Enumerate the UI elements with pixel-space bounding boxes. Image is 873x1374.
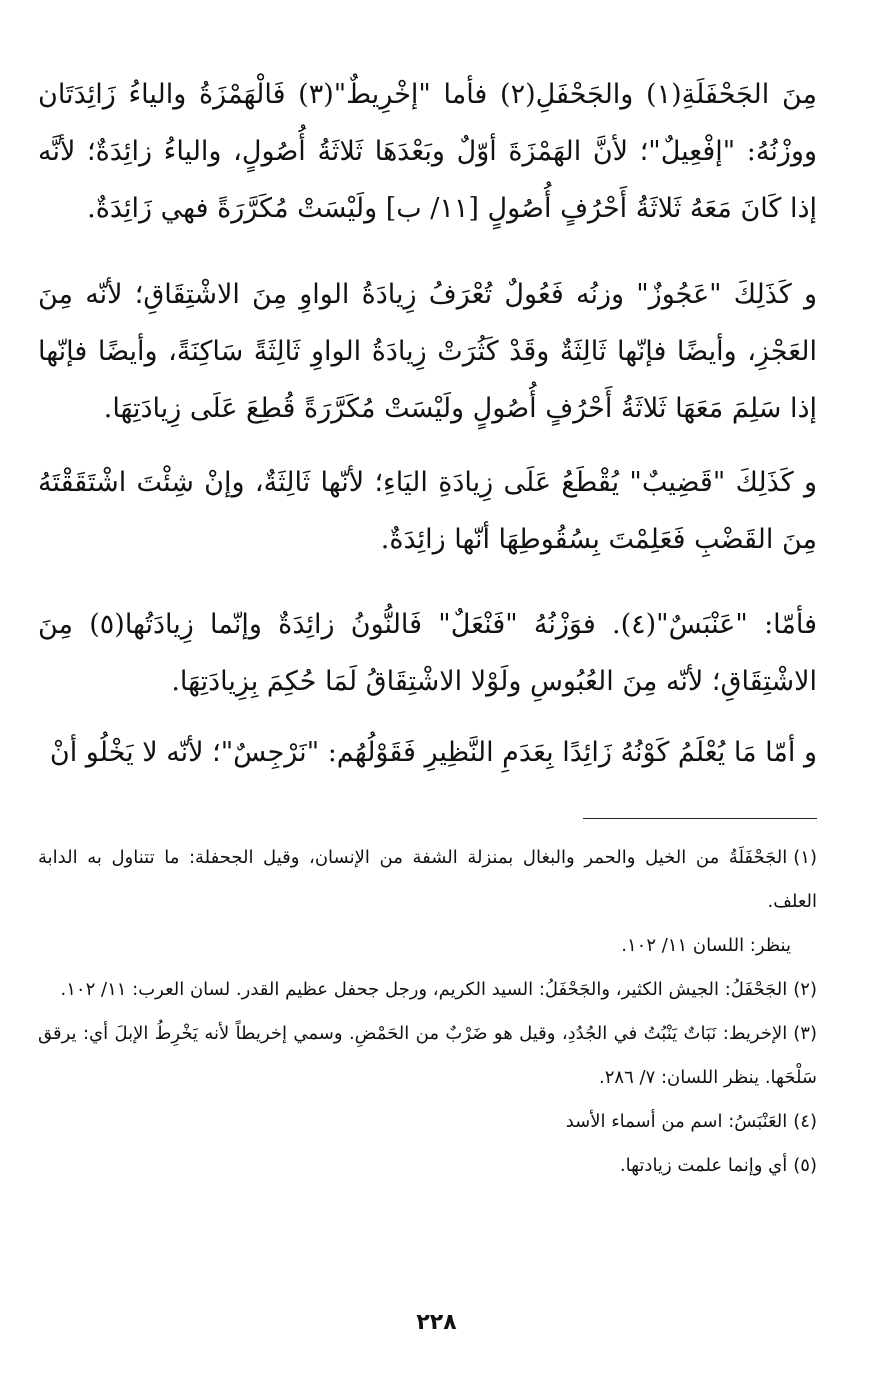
body-paragraph: و كَذَلِكَ "عَجُوزٌ" وزنُه فَعُولٌ تُعْرَفُ زِيادَةُ الواوِ مِنَ الاشْتِقَاقِ؛ لأنّه مِنَ العَجْزِ، وأيضًا فإنّها ثَالِثَةٌ وقَدْ كَثُرَتْ زِيادَةُ الواوِ ثَالِثَةً سَاكِنَةً، وأيضًا فإنّها إذا سَلِمَ مَعَهَا ثَلاثَةُ أَحْرُفٍ أُصُولٍ ولَيْسَتْ مُكَرَّرَةً قُطِعَ عَلَى زِيادَتِهَا. [38, 279, 817, 424]
footnote-number: (٢) [793, 979, 817, 1000]
footnote-text: الجَحْفَلَةُ من الخيل والحمر والبغال بمنزلة الشفة من الإنسان، وقيل الجحفلة: ما تتناول به الدابة العلف. [38, 847, 817, 912]
footnote [38, 836, 817, 924]
body-paragraph: مِنَ الجَحْفَلَةِ(١) والجَحْفَلِ(٢) فأما "إخْرِيطٌ"(٣) فَالْهَمْزَةُ والياءُ زَائِدَتَان ووزْنُهُ: "إفْعِيلٌ"؛ لأنَّ الهَمْزَةَ أوّلٌ وبَعْدَهَا ثَلاثَةُ أُصُولٍ، والياءُ زائِدَةٌ؛ لأنَّه إذا كَانَ مَعَهُ ثَلاثَةُ أَحْرُفٍ أُصُولٍ [١١/ ب] ولَيْسَتْ مُكَرَّرَةً فهي زَائِدَةٌ. [38, 79, 818, 224]
footnote [38, 1100, 817, 1144]
body-paragraph: و كَذَلِكَ "قَضِيبٌ" يُقْطَعُ عَلَى زِيادَةِ اليَاءِ؛ لأنّها ثَالِثَةٌ، وإنْ شِئْتَ اشْتَقَقْتَهُ مِنَ القَضْبِ فَعَلِمْتَ بِسُقُوطِهَا أنّها زائِدَةٌ. [38, 467, 817, 555]
footnote [38, 968, 817, 1012]
footnote-text: الإخريط: نَبَاتٌ يَنْبُتُ في الجُدُدِ، وقيل هو ضَرْبٌ من الحَمْضِ. وسمي إخريطاً لأنه يَخْرِطُ الإبلَ أي: يرقق سَلْحَها. ينظر اللسان: ٧/ ٢٨٦. [38, 1023, 817, 1088]
footnote [38, 1144, 817, 1188]
footnote-number: (٣) [793, 1023, 817, 1044]
footnote [38, 924, 817, 968]
page-number: ٢٢٨ [416, 1310, 457, 1335]
footnote-text: ينظر: اللسان ١١/ ١٠٢. [621, 935, 791, 956]
footnote-number: (١) [793, 847, 817, 868]
footnote-separator [583, 818, 817, 819]
footnotes [38, 836, 817, 1188]
footnote-text: أي وإنما علمت زيادتها. [619, 1155, 788, 1176]
body-paragraph: و أمّا مَا يُعْلَمُ كَوْنُهُ زَائِدًا بِعَدَمِ النَّظِيرِ فَقَوْلُهُم: "نَرْجِسٌ"؛ لأنّه لا يَخْلُو أنْ [49, 737, 817, 768]
footnote-number: (٤) [793, 1111, 817, 1132]
footnote-text: العَنْبَسُ: اسم من أسماء الأسد [565, 1111, 788, 1132]
footnote [38, 1012, 817, 1100]
body-paragraph: فأمّا: "عَنْبَسٌ"(٤). فوَزْنُهُ "فَنْعَلٌ" فَالنُّونُ زائِدَةٌ وإنّما زِيادَتُها(٥) مِنَ الاشْتِقَاقِ؛ لأنّه مِنَ العُبُوسِ ولَوْلا الاشْتِقَاقُ لَمَا حُكِمَ بِزِيادَتِهَا. [38, 609, 817, 697]
footnote-text: الجَحْفَلُ: الجيش الكثير، والجَحْفَلُ: السيد الكريم، ورجل جحفل عظيم القدر. لسان العرب: ١١/ ١٠٢. [60, 979, 788, 1000]
footnote-number: (٥) [793, 1155, 817, 1176]
